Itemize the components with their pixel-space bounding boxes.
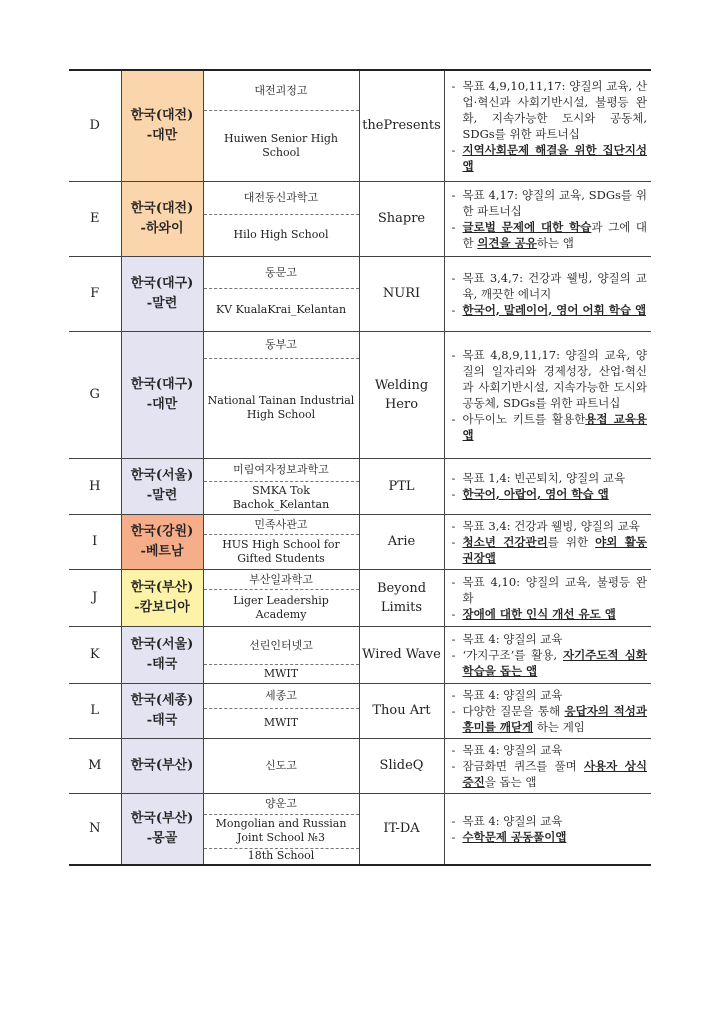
country-line: 한국(대구) [130,376,194,392]
school-name: 대전동신과학고 [243,191,319,204]
description-item [451,486,648,502]
description-text: 를 위한 [547,534,596,549]
description-text: 하는 앱 [536,235,574,250]
table-row [69,514,651,569]
school-list [203,70,359,181]
school-list [203,514,359,569]
highlighted-text: 야외 활동 권장앱 [462,534,647,565]
project-description [444,256,651,331]
description-text: 목표 4: 양질의 교육 [462,813,563,828]
description-text: 목표 3,4: 건강과 웰빙, 양질의 교육 [462,518,640,533]
team-name: Beyond Limits [359,569,444,626]
table-row [69,181,651,256]
description-item [451,270,648,302]
project-table [69,69,651,866]
country-pair [121,569,203,626]
description-text: 잠금화면 퀴즈를 풀며 [462,758,584,773]
description-text: 목표 4: 양질의 교육 [462,631,563,646]
project-description [444,683,651,738]
row-letter: K [69,626,121,683]
school-name: Huiwen Senior High School [204,110,359,180]
project-description [444,458,651,514]
team-name: IT-DA [359,793,444,865]
country-line: -태국 [146,656,178,672]
description-item [451,813,648,829]
school-list [203,458,359,514]
description-item [451,142,648,174]
description-item [451,829,648,845]
country-pair [121,458,203,514]
country-line: -대만 [146,396,178,412]
school-list [203,256,359,331]
description-item [451,631,648,647]
description-text: 목표 3,4,7: 건강과 웰빙, 양질의 교육, 깨끗한 에너지 [462,270,647,301]
description-text: 목표 1,4: 빈곤퇴치, 양질의 교육 [462,471,626,485]
team-name: Wired Wave [359,626,444,683]
highlighted-text: 글로벌 문제에 대한 학습 [462,219,592,234]
school-list [203,793,359,865]
description-item [451,470,648,486]
school-name: 민족사관고 [254,517,308,531]
highlighted-text: 한국어, 아랍어, 영어 학습 앱 [462,487,609,501]
row-letter: G [69,331,121,458]
description-item [451,758,648,790]
description-item [451,302,648,318]
team-name: SlideQ [359,738,444,793]
school-name: 부산일과학고 [249,572,313,586]
school-name: 동부고 [265,338,297,351]
country-line: 한국(부산) [130,810,194,826]
country-pair [121,793,203,865]
description-item [451,742,648,758]
project-description [444,514,651,569]
row-letter: I [69,514,121,569]
school-name: 미림여자정보과학고 [233,463,329,476]
country-line: 한국(대전) [130,107,194,123]
table-row [69,256,651,331]
country-line: 한국(부산) [130,757,194,773]
description-item [451,78,648,142]
team-name: Shapre [359,181,444,256]
description-item [451,187,648,219]
school-name: MWIT [204,708,359,737]
country-line: 한국(서울) [130,636,194,652]
row-letter: H [69,458,121,514]
description-text: 을 돕는 앱 [484,774,537,789]
highlighted-text: 응답자의 적성과 흥미를 깨닫게 [462,703,647,734]
row-letter: F [69,256,121,331]
table-row [69,738,651,793]
country-pair [121,256,203,331]
highlighted-text: 수학문제 공동풀이앱 [462,829,567,844]
row-letter: L [69,683,121,738]
table-row [69,331,651,458]
school-name: 세종고 [265,689,297,702]
row-letter: N [69,793,121,865]
description-item [451,534,648,566]
school-name: Hilo High School [204,214,359,255]
description-text: 목표 4: 양질의 교육 [462,742,563,757]
description-item [451,703,648,735]
description-text: 과 그에 대한 [462,219,647,250]
team-name: Thou Art [359,683,444,738]
country-line: 한국(부산) [130,579,194,595]
school-list [203,569,359,626]
country-line: 한국(대전) [130,200,194,216]
highlighted-text: 용접 교육용 앱 [462,411,647,442]
team-name: PTL [359,458,444,514]
description-item [451,574,648,606]
highlighted-text: 사용자 상식 증진 [462,758,647,789]
school-name: National Tainan Industrial High School [204,358,359,457]
country-line: 한국(세종) [130,692,194,708]
school-name: MWIT [204,664,359,682]
description-text: 목표 4,10: 양질의 교육, 불평등 완화 [462,574,647,605]
school-list [203,331,359,458]
school-list [203,683,359,738]
country-line: -캄보디아 [134,599,190,615]
description-text: 목표 4,8,9,11,17: 양질의 교육, 양질의 일자리와 경제성장, 산업·혁신과 사회기반시설, 지속가능한 도시와 공동체, SDGs를 위한 파트너십 [462,347,647,410]
table-row [69,70,651,181]
highlighted-text: 장애에 대한 인식 개선 유도 앱 [462,606,616,621]
team-name: NURI [359,256,444,331]
table-row [69,793,651,865]
school-name: Mongolian and Russian Joint School №3 [204,814,359,848]
country-pair [121,738,203,793]
project-description [444,626,651,683]
project-description [444,331,651,458]
country-line: -태국 [146,712,178,728]
description-item [451,687,648,703]
country-pair [121,70,203,181]
description-item [451,606,648,622]
description-text: 아두이노 키트를 활용한 [462,411,586,426]
country-line: 한국(서울) [130,468,194,483]
table-row [69,569,651,626]
country-pair [121,514,203,569]
country-line: -베트남 [140,543,184,559]
highlighted-text: 의견을 공유 [477,235,537,250]
country-pair [121,331,203,458]
project-description [444,181,651,256]
row-letter: D [69,70,121,181]
project-description [444,70,651,181]
description-text: 다양한 질문을 통해 [462,703,565,718]
row-letter: J [69,569,121,626]
table-row [69,683,651,738]
row-letter: M [69,738,121,793]
description-text: 목표 4,17: 양질의 교육, SDGs를 위한 파트너십 [462,187,647,218]
country-line: -대만 [146,127,178,143]
country-pair [121,683,203,738]
description-text: 목표 4: 양질의 교육 [462,687,563,702]
description-item [451,219,648,251]
team-name: Welding Hero [359,331,444,458]
country-pair [121,181,203,256]
school-list [203,626,359,683]
school-name: 신도고 [265,758,297,772]
school-name: 양운고 [265,796,297,810]
description-text: 목표 4,9,10,11,17: 양질의 교육, 산업·혁신과 사회기반시설, 불평등 완화, 지속가능한 도시와 공동체, SDGs를 위한 파트너십 [462,78,647,141]
description-item [451,411,648,443]
school-name: 18th School [204,848,359,864]
project-description [444,793,651,865]
country-line: 한국(대구) [130,275,194,291]
country-line: -말련 [146,295,178,311]
school-name: 대전괴정고 [254,83,308,97]
school-name: 동문고 [265,265,297,279]
project-description [444,738,651,793]
description-item [451,518,648,534]
description-text: 하는 게임 [533,719,585,734]
school-name: SMKA Tok Bachok_Kelantan [204,481,359,513]
country-line: -말련 [146,488,178,503]
highlighted-text: 자기주도적 심화학습을 돕는 앱 [462,647,647,678]
description-text: ‘가지구조’를 활용, [462,647,563,662]
country-line: 한국(강원) [130,523,194,539]
school-name: KV KualaKrai_Kelantan [204,288,359,330]
table-row [69,458,651,514]
school-list [203,181,359,256]
country-pair [121,626,203,683]
highlighted-text: 청소년 건강관리 [462,534,548,549]
team-name: thePresents [359,70,444,181]
highlighted-text: 지역사회문제 해결을 위한 집단지성 앱 [462,142,647,173]
highlighted-text: 한국어, 말레이어, 영어 어휘 학습 앱 [462,302,647,317]
table-row [69,626,651,683]
description-item [451,347,648,411]
project-description [444,569,651,626]
school-name: HUS High School for Gifted Students [204,534,359,568]
school-list [203,738,359,793]
country-line: -몽골 [146,830,178,846]
team-name: Arie [359,514,444,569]
school-name: Liger Leadership Academy [204,589,359,625]
school-name: 선린인터넷고 [249,638,313,652]
row-letter: E [69,181,121,256]
country-line: -하와이 [140,220,184,236]
description-item [451,647,648,679]
